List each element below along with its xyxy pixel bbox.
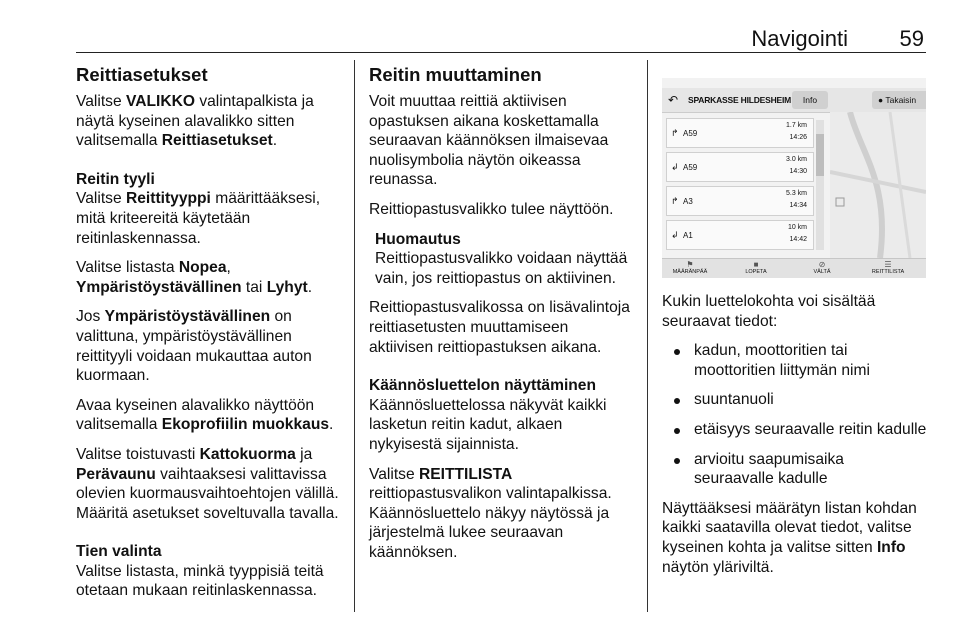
page-header: [0, 0, 960, 54]
paragraph: Kukin luettelokohta voi sisältää seuraavat tiedot:: [662, 293, 876, 330]
turn-arrow-icon: ↲: [671, 230, 679, 240]
road-name: A59: [683, 163, 698, 172]
avoid-icon: ⊘: [818, 260, 826, 269]
note-box: [369, 230, 635, 289]
column-divider-2: [647, 60, 648, 612]
paragraph: Valitse toistuvasti Kattokuorma ja Perävaunu vaihtaaksesi valittavissa olevien kuormausvaihtoehtojen välillä. Määritä asetukset soveltuvalla tavalla.: [76, 445, 339, 522]
column-2: [369, 64, 635, 572]
paragraph: Valitse REITTILISTA reittiopastusvalikon valintapalkissa. Käännösluettelo näkyy näytössä ja järjestelmä lukee seuraavan käännöksen.: [369, 465, 612, 561]
page-number: 59: [899, 26, 924, 51]
scrollbar-thumb: [816, 134, 824, 176]
arrival-time: 14:26: [789, 134, 807, 141]
road-name: A59: [683, 129, 698, 138]
paragraph: Voit muuttaa reittiä aktiivisen opastuksen aikana koskettamalla seuraavan käännöksen ilmaisevaa nuolisymbolia näytön oikeassa reunassa.: [369, 93, 609, 189]
takaisin-label: Takaisin: [885, 95, 917, 105]
screen-top-bar: [662, 88, 926, 113]
info-list: [662, 341, 928, 489]
menu-item-maaranpaa: MÄÄRÄNPÄÄ: [672, 269, 708, 275]
subheading-kaannosluettelo: Käännösluettelon näyttäminen: [369, 377, 597, 395]
menu-item-reittilista: REITTILISTA: [871, 269, 905, 275]
list-item-text: arvioitu saapumisaika seuraavalle kadulle: [694, 450, 844, 488]
column-divider-1: [354, 60, 355, 612]
paragraph: Valitse listasta Nopea, Ympäristöystävällinen tai Lyhyt.: [76, 259, 313, 296]
distance: 10 km: [787, 224, 807, 231]
heading-reitin-muuttaminen: Reitin muuttaminen: [369, 64, 542, 85]
list-icon: ☰: [884, 260, 892, 269]
note-title: Huomautus: [375, 230, 461, 248]
paragraph: Reittiopastusvalikossa on lisävalintoja reittiasetusten muuttamiseen aktiivisen reittiopastuksen aikana.: [369, 299, 630, 356]
map-view: [830, 112, 926, 258]
turn-arrow-icon: ↲: [671, 162, 679, 172]
menu-bar: [662, 258, 926, 278]
turn-list-row: [666, 118, 814, 148]
bullet-icon: [674, 458, 680, 464]
list-item: [662, 390, 928, 410]
turn-list: [666, 118, 814, 256]
subheading-tien-valinta: Tien valinta: [76, 543, 162, 561]
back-arrow-icon: ↶: [668, 93, 679, 107]
list-item: [662, 450, 928, 489]
header-divider: [76, 52, 926, 53]
map-roads: [830, 112, 926, 258]
column-3: [662, 292, 928, 587]
turn-list-row: [666, 152, 814, 182]
turn-list-row: [666, 186, 814, 216]
subheading-reitin-tyyli: Reitin tyyli: [76, 170, 155, 188]
turn-arrow-icon: ↱: [671, 196, 679, 206]
note-text: Reittiopastusvalikko voidaan näyttää vain, jos reittiopastus on aktiivinen.: [375, 250, 628, 287]
distance: 1.7 km: [785, 122, 807, 129]
list-item: [662, 341, 928, 380]
list-item-text: suuntanuoli: [694, 391, 774, 409]
info-button: Info: [792, 91, 828, 109]
section-title: Navigointi: [751, 26, 848, 51]
distance: 3.0 km: [785, 156, 807, 163]
road-name: A3: [683, 197, 693, 206]
paragraph: Reittiopastusvalikko tulee näyttöön.: [369, 200, 614, 218]
bullet-icon: [674, 398, 680, 404]
flag-icon: ⚑: [686, 260, 694, 269]
paragraph: Käännösluettelossa näkyvät kaikki lasketun reitin kadut, alkaen nykyisestä sijainnista.: [369, 396, 607, 453]
arrival-time: 14:34: [789, 202, 807, 209]
paragraph: Valitse VALIKKO valintapalkista ja näytä kyseinen alavalikko sitten valitsemalla Reittiasetukset.: [76, 93, 314, 150]
destination-name: SPARKASSE HILDESHEIM: [688, 95, 792, 105]
arrival-time: 14:30: [789, 168, 807, 175]
stop-icon: ■: [753, 260, 759, 269]
menu-item-valta: VÄLTÄ: [813, 269, 831, 275]
turn-list-row: [666, 220, 814, 250]
bullet-icon: [674, 349, 680, 355]
column-1: [76, 64, 348, 611]
paragraph: Näyttääksesi määrätyn listan kohdan kaikki saatavilla olevat tiedot, valitse kyseinen kohta ja valitse sitten Info näytön yläriviltä.: [662, 499, 917, 576]
paragraph: Valitse Reittityyppi määrittääksesi, mitä kriteereitä käytetään reitinlaskennassa.: [76, 190, 321, 247]
arrival-time: 14:42: [789, 236, 807, 243]
paragraph: Valitse listasta, minkä tyyppisiä teitä otetaan mukaan reitinlaskennassa.: [76, 562, 324, 600]
scrollbar: [816, 120, 824, 250]
takaisin-button: ● Takaisin: [872, 91, 926, 109]
list-item-text: etäisyys seuraavalle reitin kadulle: [694, 420, 927, 438]
paragraph: Avaa kyseinen alavalikko näyttöön valitsemalla Ekoprofiilin muokkaus.: [76, 396, 334, 434]
heading-reittiasetukset: Reittiasetukset: [76, 64, 208, 85]
list-item: [662, 420, 928, 440]
turn-arrow-icon: ↱: [671, 128, 679, 138]
list-item-text: kadun, moottoritien tai moottoritien liittymän nimi: [694, 342, 870, 379]
navigation-screen-figure: [662, 78, 926, 278]
road-name: A1: [683, 231, 693, 240]
bullet-icon: [674, 428, 680, 434]
menu-item-lopeta: LOPETA: [745, 269, 767, 275]
distance: 5.3 km: [785, 190, 807, 197]
paragraph: Jos Ympäristöystävällinen on valittuna, ympäristöystävällinen reittityyli voidaan mukauttaa auton kuormaan.: [76, 308, 312, 385]
